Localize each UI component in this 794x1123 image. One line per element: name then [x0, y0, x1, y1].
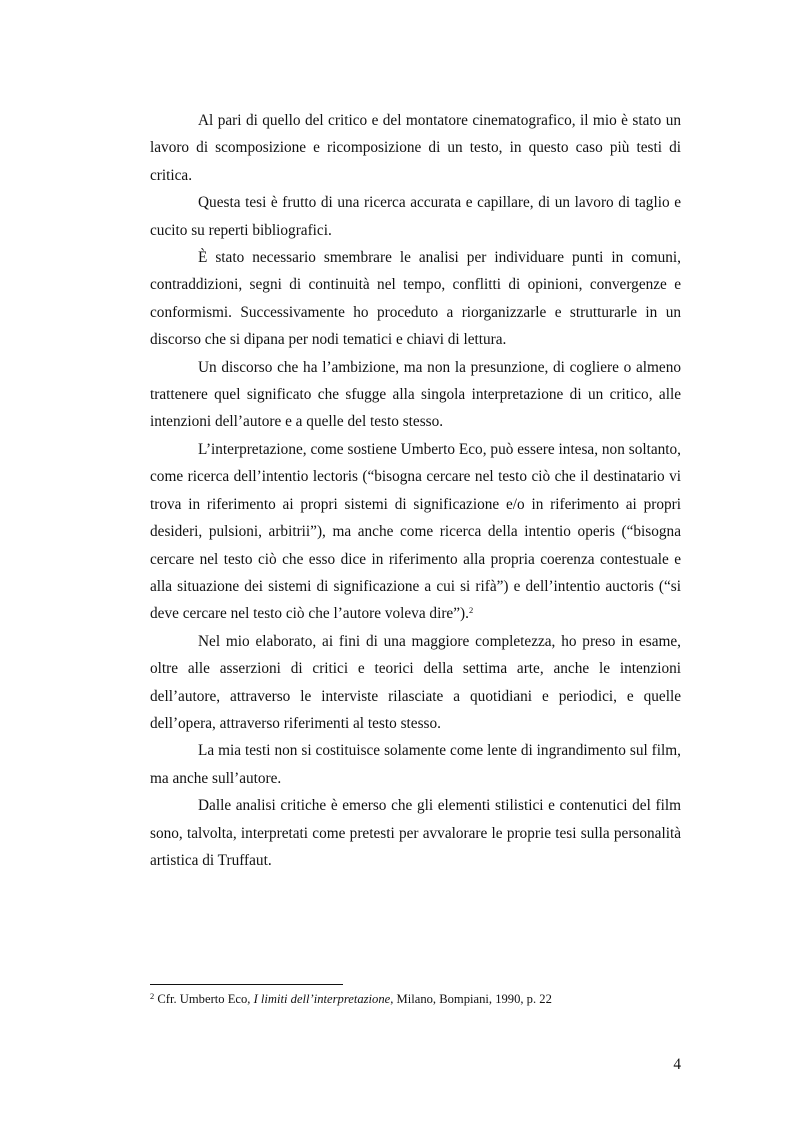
footnote-reference: 2 — [468, 605, 474, 616]
paragraph-3: È stato necessario smembrare le analisi per individuare punti in comuni, contraddizioni, segni di continuità nel tempo, conflitti di opinioni, convergenze e conformismi. Successivamente ho proceduto a riorganizzarle e strutturarle in un discorso che si dipana per nodi tematici e chiavi di lettura. — [150, 249, 681, 349]
body-text — [150, 107, 681, 874]
paragraph-5-text: L’interpretazione, come sostiene Umberto Eco, può essere intesa, non soltanto, come ricerca dell’intentio lectoris (“bisogna cercare nel testo ciò che il destinatario vi trova in riferimento ai propri sistemi di significazione e/o in riferimento ai propri desideri, pulsioni, arbitrii”), ma anche come ricerca della intentio operis (“bisogna cercare nel testo ciò che esso dice in riferimento alla propria coerenza contestuale e alla situazione dei sistemi di significazione a cui si rifà”) e dell’intentio auctoris (“si deve cercare nel testo ciò che l’autore voleva dire”). — [150, 440, 681, 623]
paragraph-4: Un discorso che ha l’ambizione, ma non la presunzione, di cogliere o almeno trattenere quel significato che sfugge alla singola interpretazione di un critico, alle intenzioni dell’autore e a quelle del testo stesso. — [150, 358, 681, 431]
paragraph-2: Questa tesi è frutto di una ricerca accurata e capillare, di un lavoro di taglio e cucito su reperti bibliografici. — [150, 194, 681, 239]
paragraph-6: Nel mio elaborato, ai fini di una maggiore completezza, ho preso in esame, oltre alle asserzioni di critici e teorici della settima arte, anche le intenzioni dell’autore, attraverso le interviste rilasciate a quotidiani e periodici, e quelle dell’opera, attraverso riferimenti al testo stesso. — [150, 632, 681, 732]
page-number: 4 — [673, 1056, 681, 1073]
paragraph-8: Dalle analisi critiche è emerso che gli elementi stilistici e contenutici del film sono, talvolta, interpretati come pretesti per avvalorare le proprie tesi sulla personalità artistica di Truffaut. — [150, 797, 681, 869]
paragraph-7: La mia testi non si costituisce solamente come lente di ingrandimento sul film, ma anche sull’autore. — [150, 742, 681, 787]
footnote-number: 2 — [150, 991, 155, 1001]
footnote — [150, 991, 710, 1007]
paragraph-5 — [150, 436, 681, 628]
footnote-separator — [150, 984, 343, 985]
footnote-suffix: , Milano, Bompiani, 1990, p. 22 — [390, 992, 552, 1006]
footnote-prefix: Cfr. Umberto Eco, — [154, 992, 254, 1006]
paragraph-1: Al pari di quello del critico e del montatore cinematografico, il mio è stato un lavoro di scomposizione e ricomposizione di un testo, in questo caso più testi di critica. — [150, 112, 681, 184]
footnote-title: I limiti dell’interpretazione — [253, 992, 391, 1006]
